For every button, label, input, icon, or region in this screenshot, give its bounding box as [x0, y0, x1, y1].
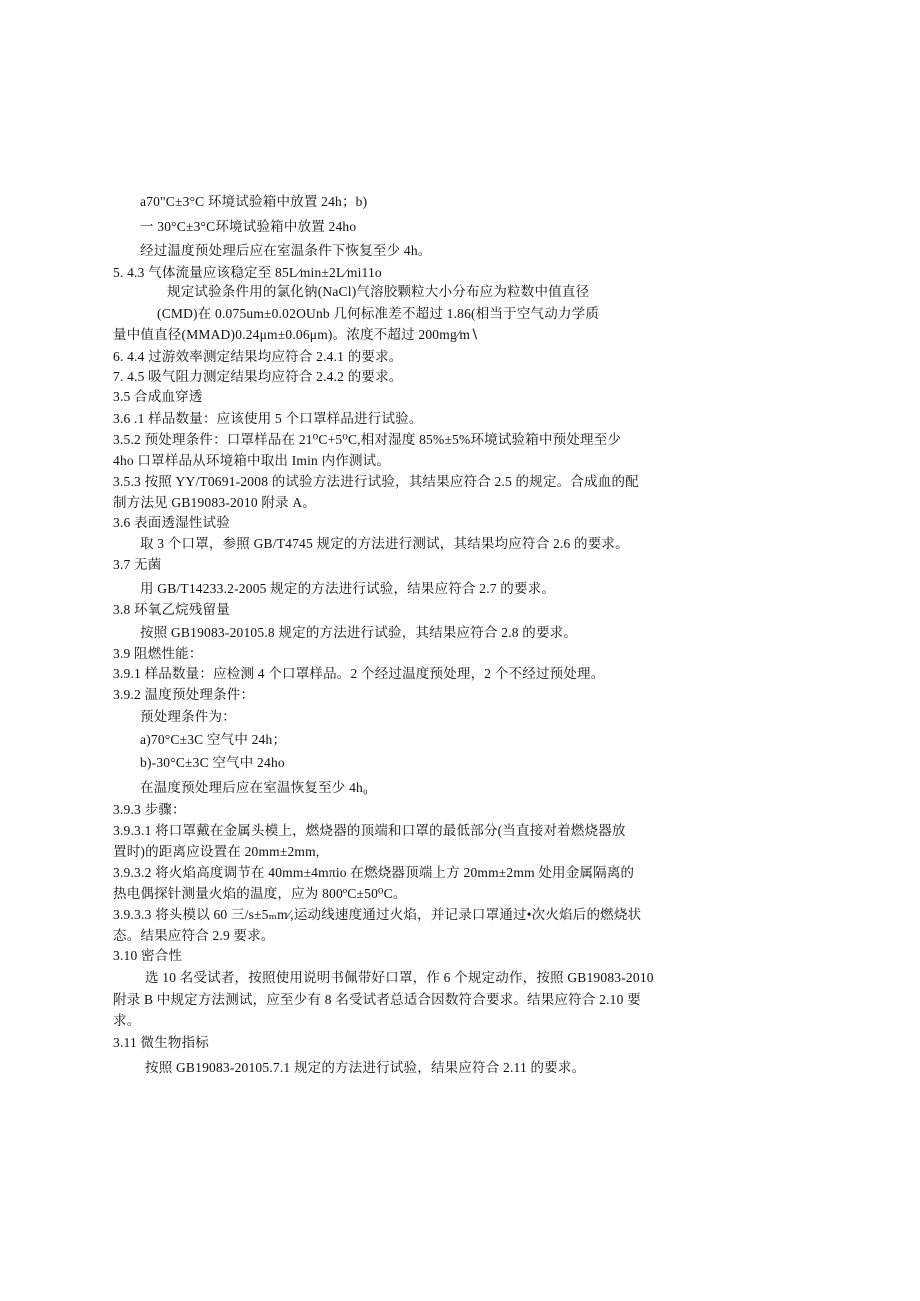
text-line: 3.6 .1 样品数量：应该使用 5 个口罩样品进行试验。	[113, 411, 423, 426]
text-line: 选 10 名受试者，按照使用说明书佩带好口罩，作 6 个规定动作，按照 GB19083-2010	[145, 970, 654, 985]
text-line: b)-30°C±3C 空气中 24ho	[140, 755, 285, 770]
text-line: 3.5.2 预处理条件：口罩样品在 21⁰C+5⁰C,相对湿度 85%±5%环境试验箱中预处理至少	[113, 432, 622, 447]
text-line: 热电偶探针测量火焰的温度，应为 800ºC±50⁰C。	[113, 886, 407, 901]
text-line: 7. 4.5 吸气阻力测定结果均应符合 2.4.2 的要求。	[113, 369, 403, 384]
text-line: 3.9.3.3 将头模以 60 三/s±5ₘm∕,运动线速度通过火焰，并记录口罩通过•次火焰后的燃烧状	[113, 907, 642, 922]
section-heading: 3.11 微生物指标	[113, 1035, 209, 1050]
text-line: 3.9.3.2 将火焰高度调节在 40mm±4mπio 在燃烧器顶端上方 20mm±2mm 处用金属隔离的	[113, 865, 635, 880]
text-line: 5. 4.3 气体流量应该稳定至 85L∕min±2L∕mi11o	[113, 265, 382, 280]
text-line: 态。结果应符合 2.9 要求。	[113, 928, 275, 943]
section-heading: 3.6 表面透湿性试验	[113, 515, 230, 530]
text-line: 经过温度预处理后应在室温条件下恢复至少 4h。	[140, 243, 432, 258]
text-line: 按照 GB19083-20105.8 规定的方法进行试验，其结果应符合 2.8 的要求。	[140, 625, 578, 640]
text-line: 求。	[113, 1013, 141, 1028]
text-line: 量中值直径(MMAD)0.24μm±0.06μm)。浓度不超过 200mg∕m∖	[113, 327, 479, 342]
section-heading: 3.5 合成血穿透	[113, 389, 203, 404]
section-heading: 3.9 阻燃性能：	[113, 646, 203, 661]
text-line: (CMD)在 0.075um±0.02OUnb 几何标准差不超过 1.86(相当于空气动力学质	[157, 306, 600, 321]
text-line: 按照 GB19083-20105.7.1 规定的方法进行试验，结果应符合 2.11 的要求。	[145, 1060, 586, 1075]
section-heading: 3.7 无菌	[113, 557, 162, 572]
text-line: 附录 B 中规定方法测试，应至少有 8 名受试者总适合因数符合要求。结果应符合 2.10 要	[113, 992, 641, 1007]
text-line: 规定试验条件用的氯化钠(NaCl)气溶胶颗粒大小分布应为粒数中值直径	[167, 284, 590, 299]
text-line: a70"C±3°C 环境试验箱中放置 24h；b)	[140, 194, 368, 209]
text-line: a)70°C±3C 空气中 24h；	[140, 732, 287, 747]
section-heading: 3.10 密合性	[113, 948, 183, 963]
text-line: 3.9.3.1 将口罩戴在金属头模上，燃烧器的顶端和口罩的最低部分(当直接对着燃烧器放	[113, 823, 626, 838]
text-line: 3.9.1 样品数量：应检测 4 个口罩样品。2 个经过温度预处理，2 个不经过预处理。	[113, 666, 605, 681]
text-line: 用 GB/T14233.2-2005 规定的方法进行试验，结果应符合 2.7 的要求。	[140, 581, 556, 596]
section-heading: 3.8 环氧乙烷残留量	[113, 602, 230, 617]
text-line: 制方法见 GB19083-2010 附录 A。	[113, 495, 316, 510]
text-line: 6. 4.4 过游效率测定结果均应符合 2.4.1 的要求。	[113, 349, 403, 364]
text-line: 在温度预处理后应在室温恢复至少 4h₀	[140, 780, 368, 795]
text-line: 3.5.3 按照 YY/T0691-2008 的试验方法进行试验，其结果应符合 2.5 的规定。合成血的配	[113, 474, 639, 489]
text-line: 一 30°C±3°C环境试验箱中放置 24ho	[140, 219, 357, 234]
text-line: 4ho 口罩样品从环境箱中取出 Imin 内作测试。	[113, 453, 391, 468]
text-line: 取 3 个口罩，参照 GB/T4745 规定的方法进行测试，其结果均应符合 2.6 的要求。	[140, 536, 629, 551]
text-line: 3.9.2 温度预处理条件：	[113, 687, 255, 702]
text-line: 置时)的距离应设置在 20mm±2mm,	[113, 844, 320, 859]
text-line: 预处理条件为：	[140, 709, 236, 724]
section-heading: 3.9.3 步骤：	[113, 802, 186, 817]
